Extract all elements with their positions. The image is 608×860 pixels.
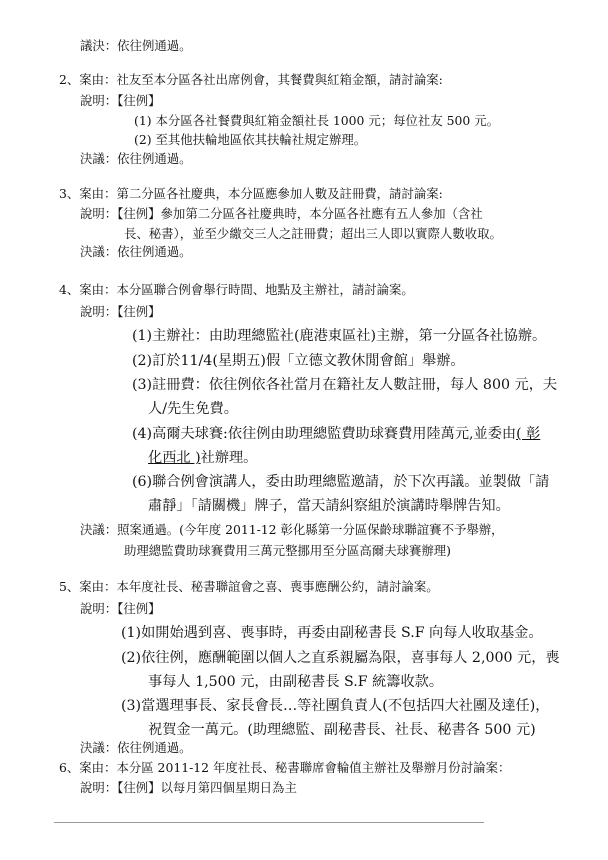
organizer-club-name-cont: 化西北 ) [148, 450, 201, 466]
explanation-line: 長、秘書），並至少繳交三人之註冊費；超出三人即以實際人數收取。 [124, 226, 502, 241]
footer-divider [54, 822, 484, 823]
explanation-label: 說明：【往例】 [80, 93, 161, 108]
agenda-item-2: 2、案由：社友至本分區各社出席例會，其餐費與紅箱金額，請討論案: [59, 72, 443, 87]
explanation-line: (1)主辦社：由助理總監社(鹿港東區社)主辦，第一分區各社協辦。 [132, 328, 547, 344]
explanation-line: (3)註冊費：依往例依各社當月在籍社友人數註冊，每人 800 元，夫 [132, 377, 558, 393]
explanation-line: 事每人 1,500 元，由副秘書長 S.F 統籌收款。 [148, 674, 444, 690]
explanation-line: 祝賀金一萬元。(助理總監、副秘書長、社長、秘書各 500 元) [148, 722, 536, 738]
explanation-line: (1)如開始遇到喜、喪事時，再委由副秘書長 S.F 向每人收取基金。 [121, 625, 543, 641]
explanation-line: 說明：【往例】以每月第四個星期日為主 [80, 780, 297, 795]
agenda-item-5: 5、案由：本年度社長、秘書聯誼會之喜、喪事應酬公約，請討論案。 [59, 579, 439, 594]
explanation-line: (2)訂於11/4(星期五)假「立德文教休閒會館」舉辦。 [132, 353, 465, 369]
explanation-text: 社辦理。 [200, 450, 258, 466]
agenda-item-4: 4、案由：本分區聯合例會舉行時間、地點及主辦社，請討論案。 [59, 282, 414, 297]
organizer-club-name: ( 彰 [516, 426, 541, 442]
resolution-line: 助理總監費助球賽費用三萬元整挪用至分區高爾夫球賽辦理) [124, 543, 451, 558]
resolution-line: 決議：照案通過。(今年度 2011-12 彰化縣第一分區保齡球聯誼賽不予舉辦， [80, 522, 504, 537]
explanation-line: (3)當選理事長、家長會長…等社團負責人(不包括四大社團及達任)， [121, 698, 550, 714]
resolution-line: 議決：依往例通過。 [80, 38, 192, 53]
explanation-line: (6)聯合例會演講人，委由助理總監邀請，於下次再議。並製做「請 [132, 474, 550, 490]
resolution-line: 決議：依往例通過。 [80, 740, 192, 755]
explanation-label: 說明：【往例】 [80, 601, 161, 616]
explanation-line: (2)依往例，應酬範圍以個人之直系親屬為限，喜事每人 2,000 元，喪 [121, 650, 560, 666]
resolution-line: 決議：依往例通過。 [80, 244, 192, 259]
explanation-label: 說明：【往例】 [80, 304, 161, 319]
explanation-line [132, 427, 540, 441]
agenda-item-3: 3、案由：第二分區各社慶典，本分區應參加人數及註冊費，請討論案: [59, 186, 443, 201]
explanation-line: 肅靜」「請關機」牌子，當天請糾察組於演講時舉牌告知。 [148, 498, 510, 514]
explanation-line: 說明：【往例】參加第二分區各社慶典時，本分區各社應有五人參加（含社 [80, 206, 483, 221]
explanation-line [148, 451, 257, 465]
agenda-item-6: 6、案由：本分區 2011-12 年度社長、秘書聯席會輪值主辦社及舉辦月份討論案： [59, 760, 511, 775]
explanation-line: (2) 至其他扶輪地區依其扶輪社規定辦理。 [134, 132, 367, 147]
resolution-line: 決議：依往例通過。 [80, 151, 192, 166]
explanation-line: 人/先生免費。 [148, 401, 238, 417]
explanation-text: (4)高爾夫球賽:依往例由助理總監費助球賽費用陸萬元,並委由 [132, 426, 517, 442]
explanation-line: (1) 本分區各社餐費與紅箱金額社長 1000 元；每位社友 500 元。 [134, 113, 500, 128]
